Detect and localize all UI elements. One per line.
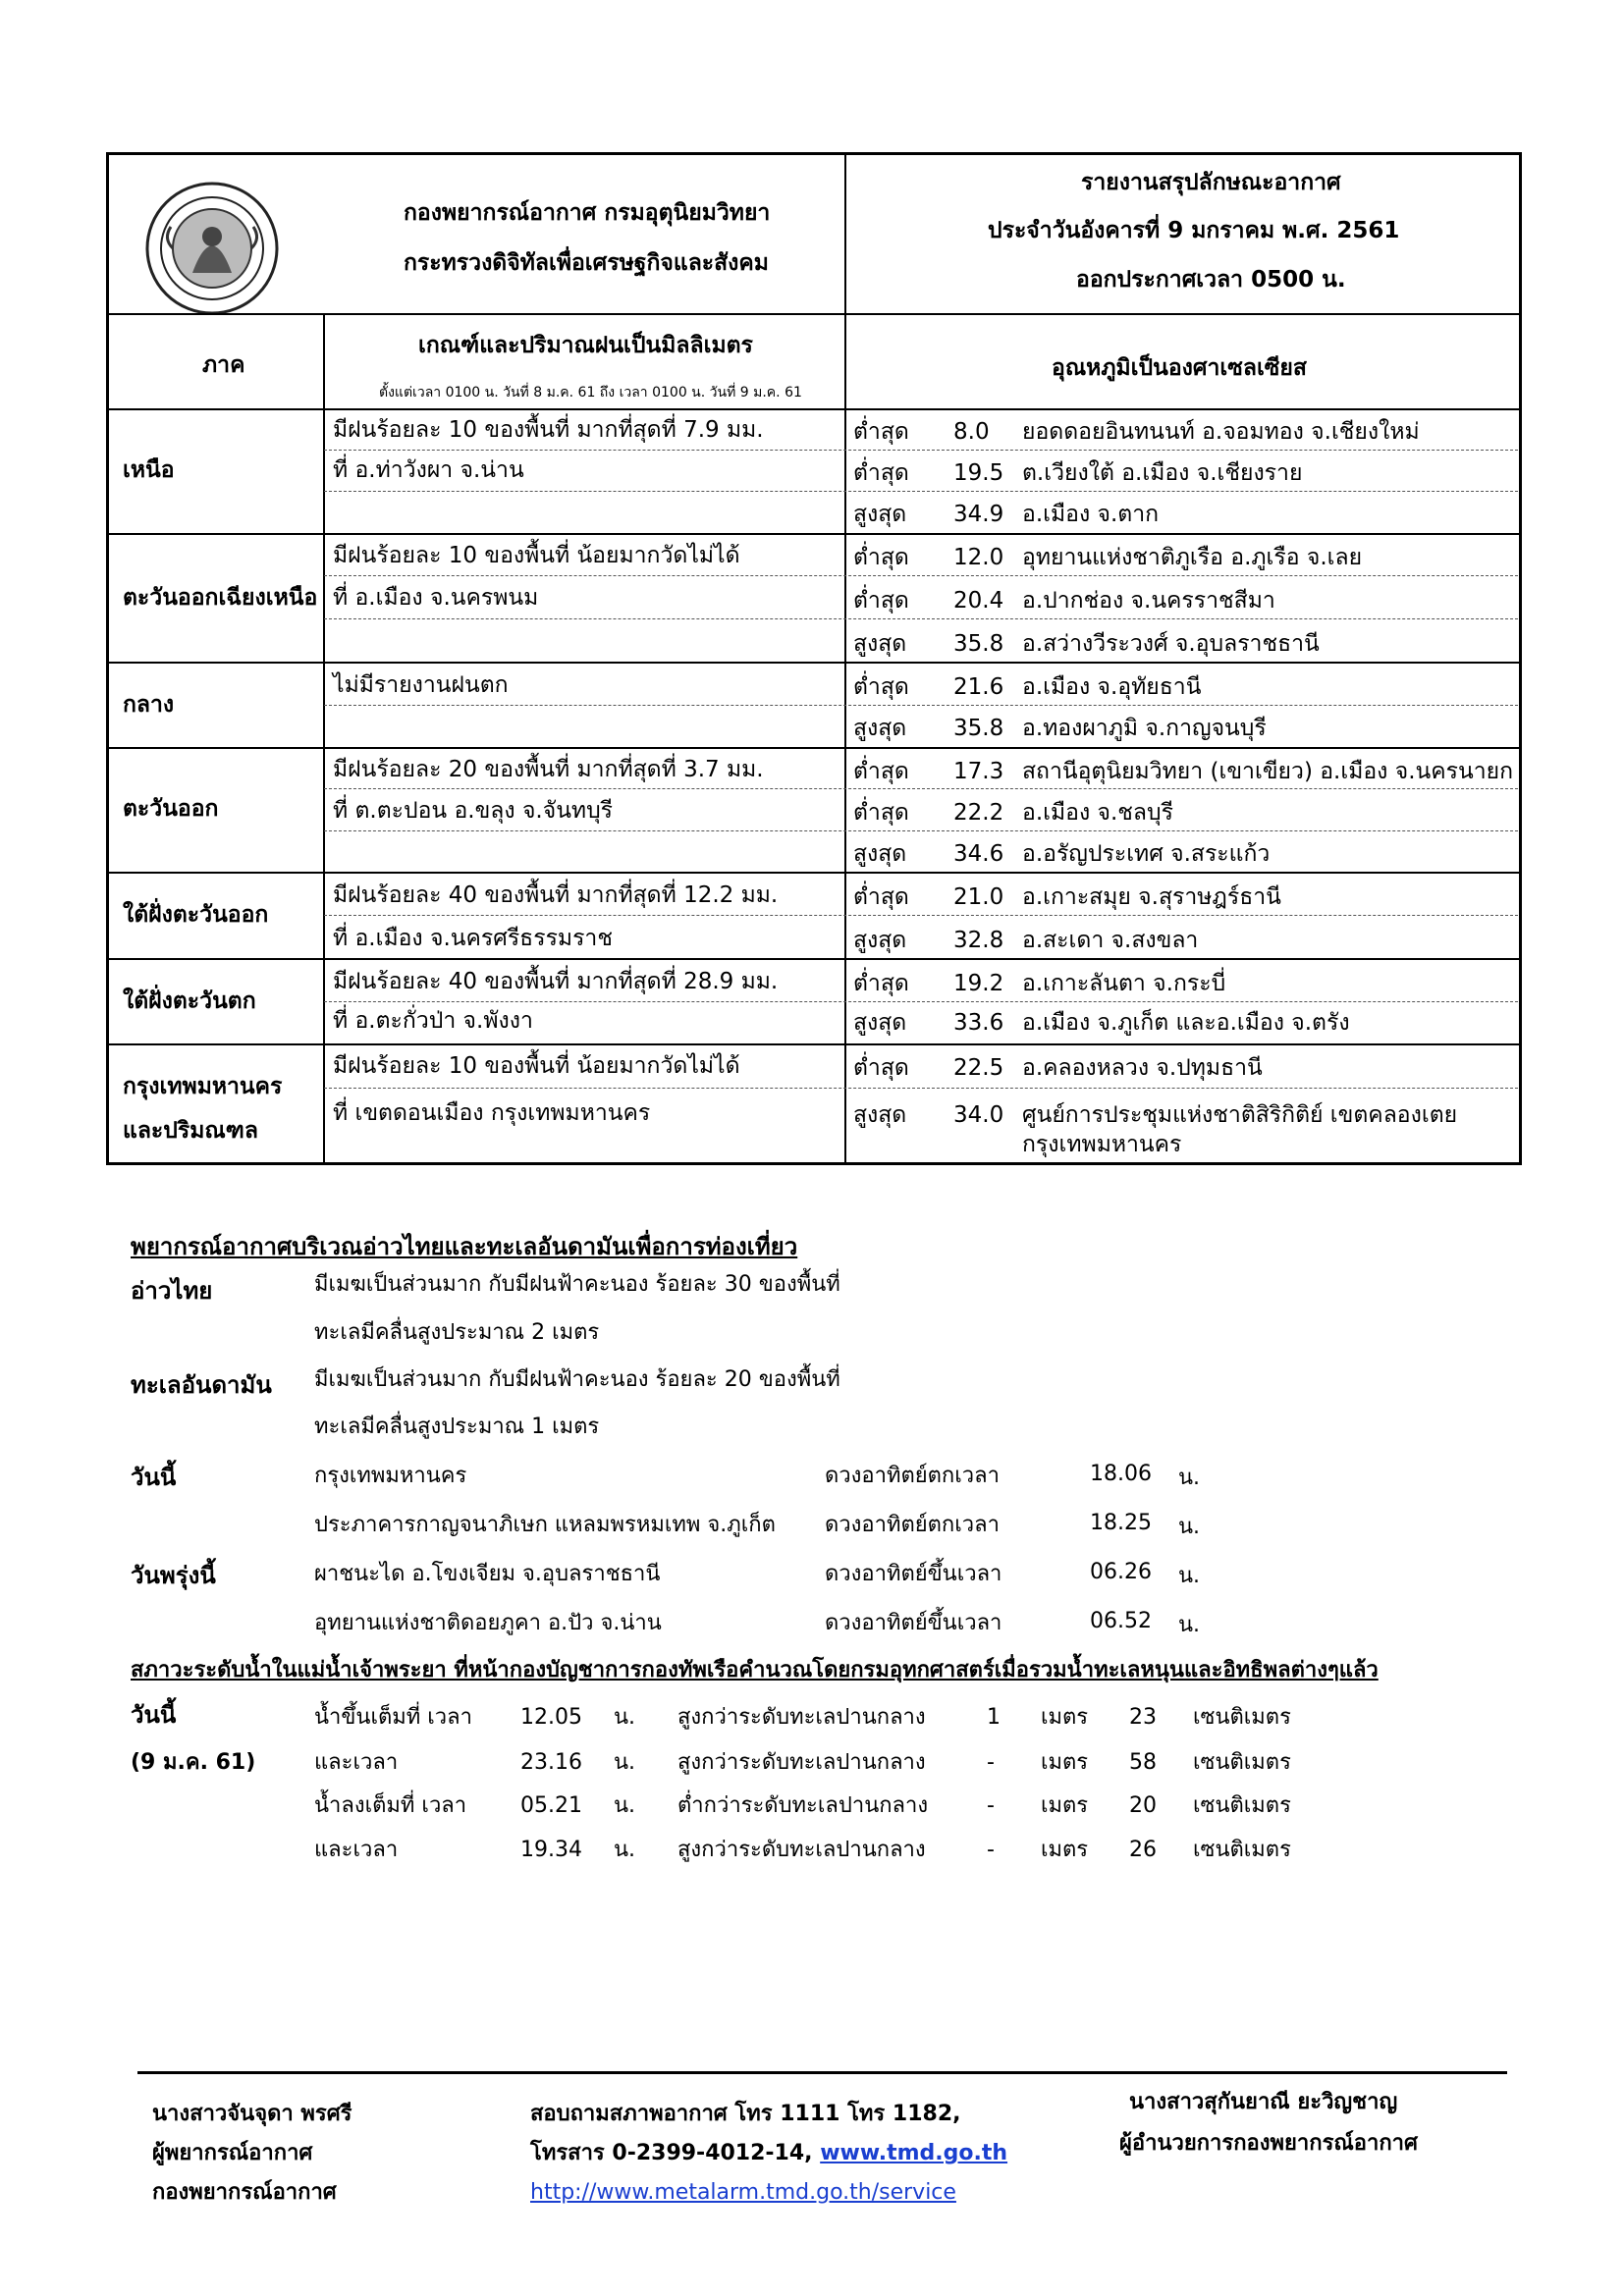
sun-tomorrow-label: วันพรุ่งนี้	[131, 1562, 216, 1589]
website-link[interactable]: www.tmd.go.th	[820, 2141, 1008, 2165]
contact-line-2	[530, 2140, 1007, 2167]
report-date: ประจำวันอังคารที่ 9 มกราคม พ.ศ. 2561	[988, 218, 1400, 243]
sun-time: 18.25	[1090, 1511, 1152, 1535]
temp-value: 21.0	[953, 884, 1004, 910]
temp-place: อ.สะเดา จ.สงขลา	[1022, 928, 1199, 953]
temp-place: สถานีอุตุนิยมวิทยา (เขาเขียว) อ.เมือง จ.นครนายก	[1022, 759, 1514, 784]
tide-m-unit: เมตร	[1041, 1750, 1089, 1775]
tide-cm-unit: เซนติเมตร	[1193, 1838, 1291, 1862]
sun-event: ดวงอาทิตย์ขึ้นเวลา	[825, 1562, 1002, 1586]
region-south-east: ใต้ฝั่งตะวันออก	[123, 902, 269, 928]
tide-unit: น.	[614, 1705, 636, 1730]
rain-text: ที่ อ.ท่าวังผา จ.น่าน	[333, 457, 524, 483]
rain-text: ไม่มีรายงานฝนตก	[333, 672, 509, 698]
tide-m-unit: เมตร	[1041, 1838, 1089, 1862]
temp-place: อ.สว่างวีระวงศ์ จ.อุบลราชธานี	[1022, 631, 1320, 657]
temp-place: อ.เมือง จ.อุทัยธานี	[1022, 674, 1202, 700]
rain-text: มีฝนร้อยละ 10 ของพื้นที่ น้อยมากวัดไม่ได้	[333, 543, 740, 568]
forecaster-role: ผู้พยากรณ์อากาศ	[152, 2141, 313, 2165]
temp-kind: ต่ำสุด	[853, 800, 909, 826]
contact-line-1: สอบถามสภาพอากาศ โทร 1111 โทร 1182,	[530, 2102, 961, 2126]
temp-value: 19.2	[953, 971, 1004, 996]
tide-label: และเวลา	[314, 1750, 399, 1775]
temp-kind: ต่ำสุด	[853, 884, 909, 910]
temp-value: 19.5	[953, 460, 1004, 486]
temp-place: อ.คลองหลวง จ.ปทุมธานี	[1022, 1055, 1263, 1081]
temp-value: 17.3	[953, 759, 1004, 784]
tide-unit: น.	[614, 1793, 636, 1818]
tide-heading: สภาวะระดับน้ำในแม่น้ำเจ้าพระยา ที่หน้ากองบัญชาการกองทัพเรือคำนวณโดยกรมอุทกศาสตร์เมื่อรวมน้ำทะเลหนุนและอิทธิพลต่างๆแล้ว	[131, 1658, 1379, 1682]
region-bangkok-line1: กรุงเทพมหานคร	[123, 1074, 283, 1099]
tide-m-unit: เมตร	[1041, 1705, 1089, 1730]
temp-place: อ.เมือง จ.ภูเก็ต และอ.เมือง จ.ตรัง	[1022, 1010, 1350, 1036]
temp-kind: สูงสุด	[853, 502, 907, 527]
tide-cm-unit: เซนติเมตร	[1193, 1793, 1291, 1818]
region-east: ตะวันออก	[123, 796, 219, 822]
temp-value: 34.0	[953, 1102, 1004, 1128]
region-north: เหนือ	[123, 457, 175, 483]
temp-value: 22.2	[953, 800, 1004, 826]
sun-time: 18.06	[1090, 1462, 1152, 1486]
report-title: รายงานสรุปลักษณะอากาศ	[1081, 170, 1341, 195]
gulf-label: อ่าวไทย	[131, 1277, 213, 1305]
temp-value: 21.6	[953, 674, 1004, 700]
andaman-line-2: ทะเลมีคลื่นสูงประมาณ 1 เมตร	[314, 1415, 600, 1439]
temp-value: 35.8	[953, 716, 1004, 741]
rain-text: ที่ อ.เมือง จ.นครศรีธรรมราช	[333, 926, 613, 951]
sun-event: ดวงอาทิตย์ขึ้นเวลา	[825, 1611, 1002, 1635]
tide-ref: ต่ำกว่าระดับทะเลปานกลาง	[677, 1793, 929, 1818]
sun-place: ผาชนะได อ.โขงเจียม จ.อุบลราชธานี	[314, 1562, 661, 1586]
rain-text: ที่ เขตดอนเมือง กรุงเทพมหานคร	[333, 1100, 651, 1126]
tide-cm-unit: เซนติเมตร	[1193, 1705, 1291, 1730]
temp-value: 12.0	[953, 545, 1004, 570]
sun-unit: น.	[1178, 1564, 1201, 1588]
temp-value: 32.8	[953, 928, 1004, 953]
col-temp-header: อุณหภูมิเป็นองศาเซลเซียส	[1052, 355, 1307, 381]
temp-place: อ.เกาะลันตา จ.กระบี่	[1022, 971, 1226, 996]
tide-m: -	[987, 1838, 995, 1862]
tmd-seal-icon	[143, 180, 281, 317]
col-rain-header: เกณฑ์และปริมาณฝนเป็นมิลลิเมตร	[418, 333, 753, 358]
temp-kind: สูงสุด	[853, 841, 907, 867]
temp-kind: ต่ำสุด	[853, 759, 909, 784]
temp-place: ต.เวียงใต้ อ.เมือง จ.เชียงราย	[1022, 460, 1303, 486]
rain-text: มีฝนร้อยละ 40 ของพื้นที่ มากที่สุดที่ 28.9 มม.	[333, 969, 779, 994]
tide-cm: 20	[1129, 1793, 1157, 1818]
tide-label: น้ำขึ้นเต็มที่ เวลา	[314, 1705, 472, 1730]
tide-cm: 58	[1129, 1750, 1157, 1775]
sun-place: อุทยานแห่งชาติดอยภูคา อ.ปัว จ.น่าน	[314, 1611, 662, 1635]
temp-place: กรุงเทพมหานคร	[1022, 1132, 1182, 1157]
sun-event: ดวงอาทิตย์ตกเวลา	[825, 1464, 1000, 1488]
temp-kind: ต่ำสุด	[853, 545, 909, 570]
tide-label: และเวลา	[314, 1838, 399, 1862]
temp-place: อ.ทองผาภูมิ จ.กาญจนบุรี	[1022, 716, 1267, 741]
tide-time: 12.05	[520, 1705, 582, 1730]
temp-kind: สูงสุด	[853, 928, 907, 953]
tide-today-label: วันนี้	[131, 1701, 177, 1729]
temp-kind: ต่ำสุด	[853, 588, 909, 614]
tide-time: 05.21	[520, 1793, 582, 1818]
weather-summary-table	[106, 152, 1522, 1165]
tide-unit: น.	[614, 1750, 636, 1775]
temp-kind: สูงสุด	[853, 1102, 907, 1128]
temp-place: อ.อรัญประเทศ จ.สระแก้ว	[1022, 841, 1271, 867]
col-region-header: ภาค	[202, 352, 245, 378]
tide-time: 23.16	[520, 1750, 582, 1775]
temp-kind: ต่ำสุด	[853, 971, 909, 996]
tide-ref: สูงกว่าระดับทะเลปานกลาง	[677, 1838, 926, 1862]
temp-kind: สูงสุด	[853, 1010, 907, 1036]
tide-cm: 23	[1129, 1705, 1157, 1730]
org-line-2: กระทรวงดิจิทัลเพื่อเศรษฐกิจและสังคม	[404, 250, 769, 276]
tide-time: 19.34	[520, 1838, 582, 1862]
rain-text: ที่ ต.ตะปอน อ.ขลุง จ.จันทบุรี	[333, 798, 614, 824]
temp-value: 20.4	[953, 588, 1004, 614]
tide-cm-unit: เซนติเมตร	[1193, 1750, 1291, 1775]
sun-unit: น.	[1178, 1466, 1201, 1490]
rain-period-note: ตั้งแต่เวลา 0100 น. วันที่ 8 ม.ค. 61 ถึง เวลา 0100 น. วันที่ 9 ม.ค. 61	[379, 385, 802, 400]
region-central: กลาง	[123, 692, 175, 718]
director-role: ผู้อำนวยการกองพยากรณ์อากาศ	[1119, 2131, 1419, 2156]
andaman-label: ทะเลอันดามัน	[131, 1371, 272, 1399]
sun-event: ดวงอาทิตย์ตกเวลา	[825, 1513, 1000, 1537]
tide-m: -	[987, 1793, 995, 1818]
tide-unit: น.	[614, 1838, 636, 1862]
sun-place: ประภาคารกาญจนาภิเษก แหลมพรหมเทพ จ.ภูเก็ต	[314, 1513, 776, 1537]
tourism-heading: พยากรณ์อากาศบริเวณอ่าวไทยและทะเลอันดามันเพื่อการท่องเที่ยว	[131, 1233, 798, 1260]
temp-place: ศูนย์การประชุมแห่งชาติสิริกิติย์ เขตคลองเตย	[1022, 1102, 1458, 1128]
tide-m-unit: เมตร	[1041, 1793, 1089, 1818]
gulf-line-2: ทะเลมีคลื่นสูงประมาณ 2 เมตร	[314, 1320, 600, 1345]
service-link[interactable]: http://www.metalarm.tmd.go.th/service	[530, 2180, 956, 2205]
forecaster-name: นางสาวจันจุดา พรศรี	[152, 2102, 352, 2126]
temp-place: อ.เมือง จ.ชลบุรี	[1022, 800, 1173, 826]
temp-place: อ.ปากช่อง จ.นครราชสีมา	[1022, 588, 1275, 614]
tide-ref: สูงกว่าระดับทะเลปานกลาง	[677, 1750, 926, 1775]
gulf-line-1: มีเมฆเป็นส่วนมาก กับมีฝนฟ้าคะนอง ร้อยละ 30 ของพื้นที่	[314, 1272, 840, 1297]
rain-text: ที่ อ.เมือง จ.นครพนม	[333, 585, 539, 611]
temp-value: 34.6	[953, 841, 1004, 867]
sun-place: กรุงเทพมหานคร	[314, 1464, 467, 1488]
andaman-line-1: มีเมฆเป็นส่วนมาก กับมีฝนฟ้าคะนอง ร้อยละ 20 ของพื้นที่	[314, 1367, 840, 1392]
tide-label: น้ำลงเต็มที่ เวลา	[314, 1793, 467, 1818]
director-name: นางสาวสุกันยาณี ยะวิญชาญ	[1129, 2090, 1398, 2114]
temp-kind: ต่ำสุด	[853, 419, 909, 445]
tide-ref: สูงกว่าระดับทะเลปานกลาง	[677, 1705, 926, 1730]
tide-m: -	[987, 1750, 995, 1775]
temp-place: อ.เกาะสมุย จ.สุราษฎร์ธานี	[1022, 884, 1281, 910]
sun-time: 06.26	[1090, 1560, 1152, 1584]
rain-text: มีฝนร้อยละ 20 ของพื้นที่ มากที่สุดที่ 3.7 มม.	[333, 757, 764, 782]
sun-unit: น.	[1178, 1613, 1201, 1637]
temp-kind: ต่ำสุด	[853, 1055, 909, 1081]
region-bangkok-line2: และปริมณฑล	[123, 1118, 258, 1144]
rain-text: ที่ อ.ตะกั่วป่า จ.พังงา	[333, 1008, 533, 1034]
region-northeast: ตะวันออกเฉียงเหนือ	[123, 585, 318, 611]
temp-value: 22.5	[953, 1055, 1004, 1081]
rain-text: มีฝนร้อยละ 40 ของพื้นที่ มากที่สุดที่ 12.2 มม.	[333, 882, 779, 908]
temp-kind: สูงสุด	[853, 716, 907, 741]
org-line-1: กองพยากรณ์อากาศ กรมอุตุนิยมวิทยา	[404, 200, 771, 226]
forecaster-dept: กองพยากรณ์อากาศ	[152, 2180, 337, 2205]
temp-place: อุทยานแห่งชาติภูเรือ อ.ภูเรือ จ.เลย	[1022, 545, 1363, 570]
temp-value: 8.0	[953, 419, 990, 445]
temp-value: 35.8	[953, 631, 1004, 657]
sun-time: 06.52	[1090, 1609, 1152, 1633]
tide-m: 1	[987, 1705, 1001, 1730]
rain-text: มีฝนร้อยละ 10 ของพื้นที่ น้อยมากวัดไม่ได้	[333, 1053, 740, 1079]
tide-cm: 26	[1129, 1838, 1157, 1862]
footer-divider	[137, 2071, 1507, 2074]
sun-unit: น.	[1178, 1515, 1201, 1539]
rain-text: มีฝนร้อยละ 10 ของพื้นที่ มากที่สุดที่ 7.9 มม.	[333, 417, 764, 443]
temp-kind: สูงสุด	[853, 631, 907, 657]
contact-fax: โทรสาร 0-2399-4012-14,	[530, 2141, 821, 2165]
tide-date-label: (9 ม.ค. 61)	[131, 1750, 256, 1775]
temp-place: ยอดดอยอินทนนท์ อ.จอมทอง จ.เชียงใหม่	[1022, 419, 1420, 445]
region-south-west: ใต้ฝั่งตะวันตก	[123, 988, 256, 1014]
temp-place: อ.เมือง จ.ตาก	[1022, 502, 1160, 527]
temp-value: 34.9	[953, 502, 1004, 527]
sun-today-label: วันนี้	[131, 1464, 177, 1491]
temp-value: 33.6	[953, 1010, 1004, 1036]
temp-kind: ต่ำสุด	[853, 674, 909, 700]
report-time: ออกประกาศเวลา 0500 น.	[1076, 267, 1346, 293]
temp-kind: ต่ำสุด	[853, 460, 909, 486]
